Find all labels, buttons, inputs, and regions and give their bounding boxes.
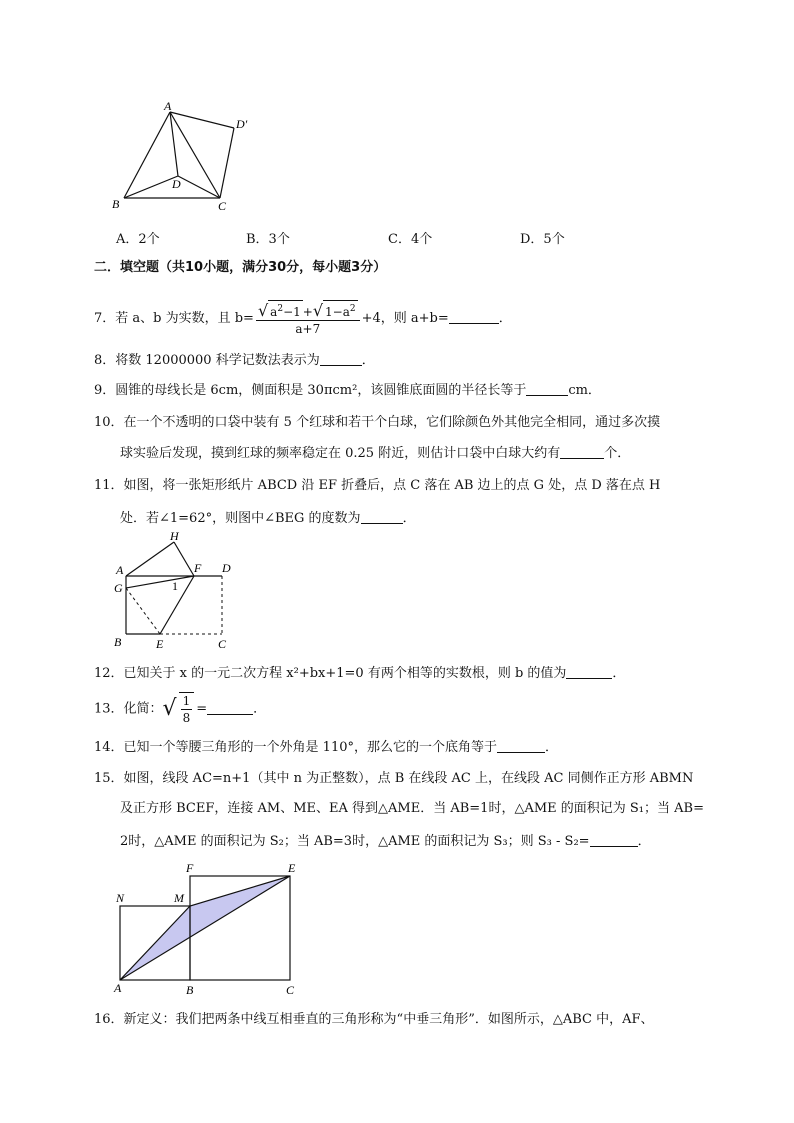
question-10-line1: 10．在一个不透明的口袋中装有 5 个红球和若干个白球，它们除颜色外其他完全相同，通过多次摸 (94, 415, 661, 430)
q10-answer-blank[interactable] (560, 444, 604, 459)
q11-answer-blank[interactable] (361, 509, 403, 524)
fig2-label-C: C (218, 637, 227, 651)
fig3-label-F: F (186, 861, 194, 875)
fig2-label-1: 1 (172, 579, 178, 593)
q6-option-c: C．4个 (388, 232, 433, 247)
figure-fold-triangle (110, 98, 270, 214)
q13-numerator: 1 (182, 694, 191, 708)
question-13 (94, 692, 266, 726)
shaded-triangle-AME (120, 876, 290, 980)
q6-option-d: D．5个 (520, 232, 565, 247)
fig3-label-A: A (114, 981, 122, 995)
q15-text: 2时，△AME 的面积记为 S₂；当 AB=3时，△AME 的面积记为 S₃；则 S₃ - S₂= (120, 834, 590, 849)
q14-answer-blank[interactable] (497, 738, 545, 753)
q11-end: ． (402, 511, 416, 526)
fig1-label-C: C (218, 199, 227, 213)
fig1-label-A: A (164, 99, 172, 113)
fig2-label-D: D (222, 561, 231, 575)
q13-answer-blank[interactable] (207, 700, 253, 715)
fig3-label-M: M (174, 891, 184, 905)
q7-num-a: a (270, 305, 278, 319)
fig2-label-H: H (170, 530, 179, 543)
q7-num-minus1: −1 (283, 305, 301, 319)
q13-radical-sign: √ (162, 696, 177, 721)
question-11-line2 (120, 509, 416, 528)
q12-text: 12．已知关于 x 的一元二次方程 x²+bx+1=0 有两个相等的实数根，则 b 的值为 (94, 666, 567, 681)
question-15-line3 (120, 832, 651, 851)
figure-folded-rectangle (110, 530, 240, 652)
q6-option-b: B．3个 (246, 232, 290, 247)
q13-fraction (179, 692, 195, 726)
figure-two-squares (108, 858, 308, 998)
q7-fraction: $\frac{√ a^2-1 +√ 1-a^2}{a+7}$ (256, 300, 360, 337)
q7-prefix: 7．若 a、b 为实数，且 b= (94, 311, 254, 326)
q10-end: 个． (604, 446, 631, 461)
fig1-label-B: B (112, 197, 120, 211)
fig2-label-F: F (194, 561, 202, 575)
q13-eq: = (196, 701, 208, 717)
fig3-label-B: B (186, 983, 194, 997)
q8-text: 8．将数 12000000 科学记数法表示为 (94, 353, 320, 368)
q6-option-a: A．2个 (116, 232, 160, 247)
q15-end: ． (637, 834, 651, 849)
question-10-line2 (120, 444, 630, 463)
q12-answer-blank[interactable] (566, 664, 612, 679)
fig2-label-B: B (114, 635, 122, 649)
fig3-label-E: E (288, 861, 296, 875)
q7-suffix: +4，则 a+b= (361, 311, 449, 326)
fig3-label-N: N (116, 891, 125, 905)
section-title: 二．填空题（共10小题，满分30分，每小题3分） (94, 260, 387, 275)
q14-end: ． (545, 740, 559, 755)
q9-end: cm． (568, 383, 601, 398)
q11-text: 处．若∠1=62°，则图中∠BEG 的度数为 (120, 511, 361, 526)
q15-answer-blank[interactable] (590, 832, 638, 847)
q7-num-plus: + (302, 305, 313, 319)
q9-answer-blank[interactable] (526, 381, 568, 396)
question-12 (94, 664, 625, 683)
question-11-line1: 11．如图，将一张矩形纸片 ABCD 沿 EF 折叠后，点 C 落在 AB 边上的点 G 处，点 D 落在点 H (94, 478, 661, 493)
fig1-label-D: D (172, 177, 181, 191)
q13-end: ． (253, 701, 267, 717)
question-7 (94, 300, 512, 337)
question-8 (94, 351, 375, 370)
fig2-label-G: G (114, 581, 123, 595)
fig2-label-E: E (156, 637, 164, 651)
fig1-label-D-prime: D′ (236, 117, 248, 131)
q14-text: 14．已知一个等腰三角形的一个外角是 110°，那么它的一个底角等于 (94, 740, 497, 755)
q9-text: 9．圆锥的母线长是 6cm，侧面积是 30πcm²，该圆锥底面圆的半径长等于 (94, 383, 527, 398)
question-15-line1: 15．如图，线段 AC=n+1（其中 n 为正整数），点 B 在线段 AC 上，在线段 AC 同侧作正方形 ABMN (94, 771, 694, 786)
fig3-label-C: C (286, 983, 295, 997)
q7-num-1-a: 1−a (325, 305, 350, 319)
question-9 (94, 381, 601, 400)
q12-end: ． (612, 666, 626, 681)
question-14 (94, 738, 558, 757)
question-15-line2: 及正方形 BCEF，连接 AM、ME、EA 得到△AME．当 AB=1时，△AME 的面积记为 S₁；当 AB= (120, 801, 704, 816)
q13-prefix: 13．化简： (94, 701, 163, 717)
q7-denominator: a+7 (295, 322, 321, 336)
q7-end: ． (498, 311, 512, 326)
q10-text: 球实验后发现，摸到红球的频率稳定在 0.25 附近，则估计口袋中白球大约有 (120, 446, 561, 461)
q7-answer-blank[interactable] (449, 309, 499, 324)
q13-denominator: 8 (182, 711, 191, 725)
q8-answer-blank[interactable] (320, 351, 362, 366)
question-16: 16．新定义：我们把两条中线互相垂直的三角形称为“中垂三角形”．如图所示，△ABC 中，AF、 (94, 1012, 654, 1027)
q8-end: ． (361, 353, 375, 368)
fig2-label-A: A (116, 563, 124, 577)
